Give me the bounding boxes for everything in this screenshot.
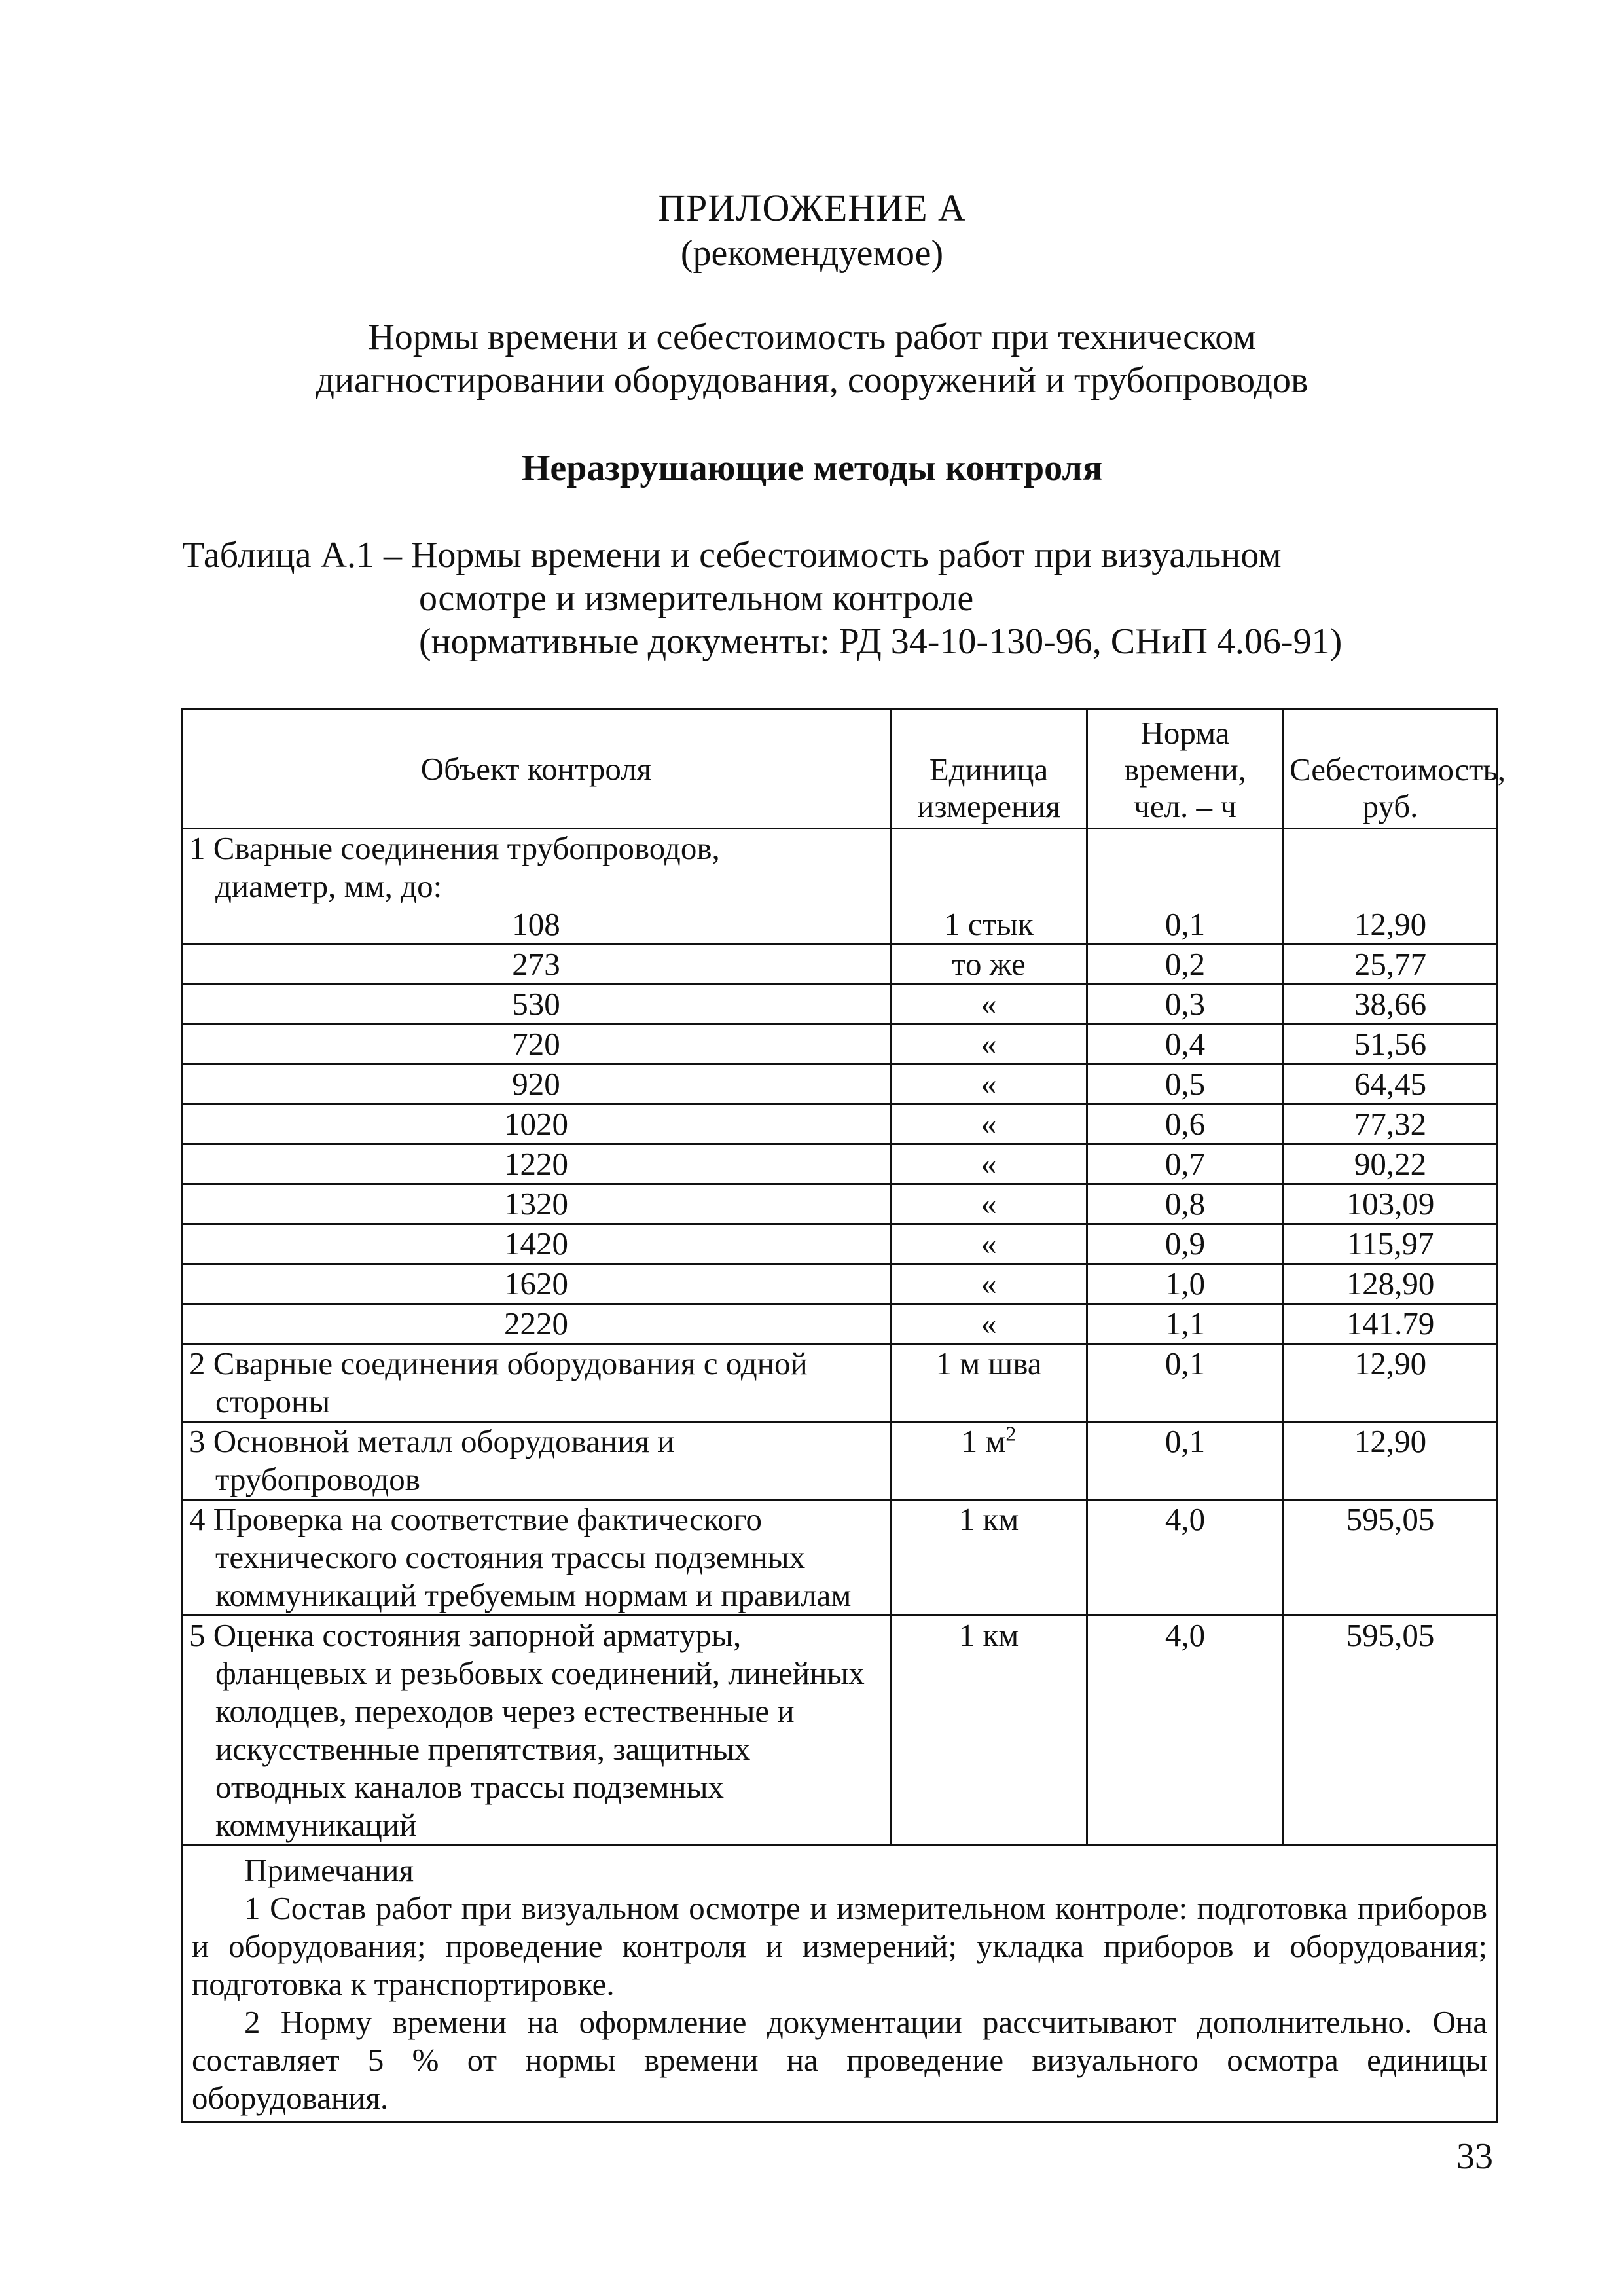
diameter-unit: « bbox=[891, 1304, 1087, 1344]
diameter-unit: « bbox=[891, 1104, 1087, 1144]
diameter-value: 1320 bbox=[182, 1184, 891, 1224]
diameter-norm: 0,8 bbox=[1087, 1184, 1284, 1224]
diameter-norm: 0,1 bbox=[1087, 905, 1284, 945]
diameter-unit: « bbox=[891, 1224, 1087, 1264]
item4-norm: 4,0 bbox=[1087, 1500, 1284, 1616]
norms-heading-line1: Нормы времени и себестоимость работ при техническом bbox=[368, 317, 1256, 357]
diameter-cost: 77,32 bbox=[1284, 1104, 1498, 1144]
item4-cost: 595,05 bbox=[1284, 1500, 1498, 1616]
diameter-cost: 128,90 bbox=[1284, 1264, 1498, 1304]
item2-unit: 1 м шва bbox=[891, 1344, 1087, 1422]
diameter-value: 1620 bbox=[182, 1264, 891, 1304]
item3-norm: 0,1 bbox=[1087, 1422, 1284, 1500]
item5-cost: 595,05 bbox=[1284, 1616, 1498, 1846]
diameter-row bbox=[182, 905, 1498, 945]
group1-title-cell bbox=[182, 829, 891, 906]
diameter-cost: 90,22 bbox=[1284, 1144, 1498, 1184]
diameter-value: 1420 bbox=[182, 1224, 891, 1264]
table-caption-line2: осмотре и измерительном контроле bbox=[419, 578, 974, 619]
notes-title: Примечания bbox=[244, 1852, 414, 1888]
header-object: Объект контроля bbox=[182, 710, 891, 829]
section-title: Неразрушающие методы контроля bbox=[521, 448, 1103, 488]
norms-heading-line2: диагностировании оборудования, сооружений и трубопроводов bbox=[316, 360, 1308, 401]
diameter-row bbox=[182, 985, 1498, 1025]
diameter-norm: 1,0 bbox=[1087, 1264, 1284, 1304]
diameter-cost: 51,56 bbox=[1284, 1025, 1498, 1065]
diameter-row bbox=[182, 1065, 1498, 1104]
diameter-unit: 1 стык bbox=[891, 905, 1087, 945]
diameter-cost: 103,09 bbox=[1284, 1184, 1498, 1224]
item3-cost: 12,90 bbox=[1284, 1422, 1498, 1500]
diameter-unit: « bbox=[891, 1264, 1087, 1304]
item5-norm: 4,0 bbox=[1087, 1616, 1284, 1846]
item2-norm: 0,1 bbox=[1087, 1344, 1284, 1422]
header-unit: Единица измерения bbox=[891, 710, 1087, 829]
item2-object: 2 Сварные соединения оборудования с одной стороны bbox=[182, 1344, 891, 1422]
item5-unit: 1 км bbox=[891, 1616, 1087, 1846]
norms-table bbox=[181, 708, 1506, 2123]
header-cost: Себестоимость, руб. bbox=[1284, 710, 1498, 829]
diameter-norm: 0,2 bbox=[1087, 945, 1284, 985]
diameter-row bbox=[182, 1025, 1498, 1065]
diameter-unit: « bbox=[891, 1065, 1087, 1104]
appendix-title: ПРИЛОЖЕНИЕ А bbox=[658, 187, 966, 229]
diameter-value: 1220 bbox=[182, 1144, 891, 1184]
header-norm: Норма времени, чел. – ч bbox=[1087, 710, 1284, 829]
item3-unit bbox=[891, 1422, 1087, 1500]
diameter-row bbox=[182, 1224, 1498, 1264]
diameter-row bbox=[182, 1104, 1498, 1144]
diameter-cost: 12,90 bbox=[1284, 905, 1498, 945]
diameter-unit: « bbox=[891, 985, 1087, 1025]
diameter-value: 1020 bbox=[182, 1104, 891, 1144]
diameter-row bbox=[182, 1144, 1498, 1184]
diameter-cost: 38,66 bbox=[1284, 985, 1498, 1025]
group1-norm-empty bbox=[1087, 829, 1284, 906]
diameter-norm: 0,7 bbox=[1087, 1144, 1284, 1184]
diameter-unit: то же bbox=[891, 945, 1087, 985]
group1-title: 1 Сварные соединения трубопроводов, bbox=[189, 830, 720, 866]
diameter-row bbox=[182, 1304, 1498, 1344]
diameter-norm: 0,9 bbox=[1087, 1224, 1284, 1264]
notes-cell bbox=[182, 1846, 1498, 2123]
diameter-row bbox=[182, 945, 1498, 985]
table-header-row bbox=[182, 710, 1498, 829]
table-row-item5 bbox=[182, 1616, 1498, 1846]
diameter-unit: « bbox=[891, 1144, 1087, 1184]
diameter-value: 720 bbox=[182, 1025, 891, 1065]
note-2: 2 Норму времени на оформление документации рассчитывают дополнительно. Она составляет 5 % от нормы времени на проведение визуального осмотра единицы оборудования. bbox=[192, 2004, 1487, 2116]
page-number: 33 bbox=[1456, 2136, 1493, 2177]
diameter-norm: 0,3 bbox=[1087, 985, 1284, 1025]
table-row-item3 bbox=[182, 1422, 1498, 1500]
diameter-norm: 0,6 bbox=[1087, 1104, 1284, 1144]
diameter-row bbox=[182, 1184, 1498, 1224]
diameter-value: 530 bbox=[182, 985, 891, 1025]
group1-row bbox=[182, 829, 1498, 906]
note-1: 1 Состав работ при визуальном осмотре и измерительном контроле: подготовка приборов и оборудования; проведение контроля и измерений; укладка приборов и оборудования; подготовка к транспортировке. bbox=[192, 1890, 1487, 2002]
norms-heading bbox=[0, 316, 1624, 402]
diameter-value: 920 bbox=[182, 1065, 891, 1104]
group1-subtitle: диаметр, мм, до: bbox=[215, 868, 442, 904]
diameter-unit: « bbox=[891, 1184, 1087, 1224]
diameter-norm: 0,5 bbox=[1087, 1065, 1284, 1104]
diameter-rows bbox=[182, 905, 1498, 1344]
item5-object: 5 Оценка состояния запорной арматуры, фланцевых и резьбовых соединений, линейных колодцев, переходов через естественные и искусственные препятствия, защитных отводных каналов трассы подземных коммуникаций bbox=[182, 1616, 891, 1846]
item3-object: 3 Основной металл оборудования и трубопроводов bbox=[182, 1422, 891, 1500]
group1-unit-empty bbox=[891, 829, 1087, 906]
diameter-unit: « bbox=[891, 1025, 1087, 1065]
diameter-cost: 64,45 bbox=[1284, 1065, 1498, 1104]
diameter-value: 2220 bbox=[182, 1304, 891, 1344]
diameter-cost: 115,97 bbox=[1284, 1224, 1498, 1264]
diameter-cost: 25,77 bbox=[1284, 945, 1498, 985]
table-row-item4 bbox=[182, 1500, 1498, 1616]
diameter-row bbox=[182, 1264, 1498, 1304]
diameter-value: 273 bbox=[182, 945, 891, 985]
diameter-norm: 1,1 bbox=[1087, 1304, 1284, 1344]
table-caption-line3: (нормативные документы: РД 34-10-130-96, СНиП 4.06-91) bbox=[419, 621, 1343, 662]
diameter-cost: 141.79 bbox=[1284, 1304, 1498, 1344]
notes-row bbox=[182, 1846, 1498, 2123]
item3-unit-base: 1 м bbox=[961, 1423, 1006, 1459]
table-row-item2 bbox=[182, 1344, 1498, 1422]
item4-object: 4 Проверка на соответствие фактического технического состояния трассы подземных коммуникаций требуемым нормам и правилам bbox=[182, 1500, 891, 1616]
item2-cost: 12,90 bbox=[1284, 1344, 1498, 1422]
group1-cost-empty bbox=[1284, 829, 1498, 906]
appendix-status: (рекомендуемое) bbox=[680, 233, 944, 274]
table-caption-line1: Таблица А.1 – Нормы времени и себестоимость работ при визуальном bbox=[182, 535, 1282, 575]
item4-unit: 1 км bbox=[891, 1500, 1087, 1616]
diameter-value: 108 bbox=[182, 905, 891, 945]
diameter-norm: 0,4 bbox=[1087, 1025, 1284, 1065]
item3-unit-exponent: 2 bbox=[1005, 1421, 1017, 1446]
